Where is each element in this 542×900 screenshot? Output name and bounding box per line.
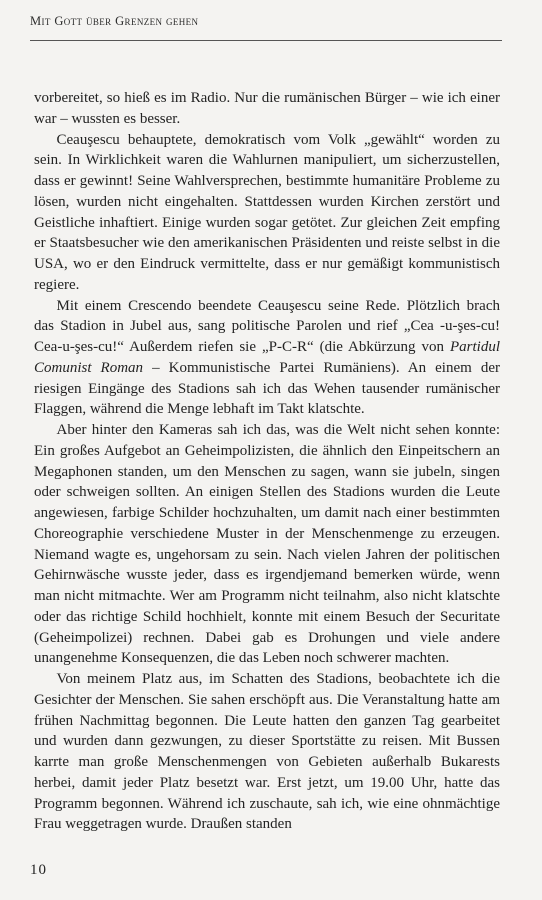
body-text bbox=[34, 88, 500, 835]
italic-party-name: Partidul Comunist Roman bbox=[34, 339, 500, 376]
paragraph: Aber hinter den Kameras sah ich das, was die Welt nicht sehen konnte: Ein großes Aufgebot an Geheimpolizisten, die ähnlich den Einpeitschern an Megaphonen standen, um den Menschen zu sagen, wann sie jubeln, singen oder schweigen sollten. An einigen Stellen des Stadions wurden die Leute angewiesen, farbige Schilder hochzuhalten, um damit nach einer bestimmten Choreographie verschiedene Muster in der Menschenmenge zu erzeugen. Niemand wagte es, ungehorsam zu sein. Nach vielen Jahren der politischen Gehirnwäsche wusste jeder, dass es irgendjemand bemerken würde, wenn man nicht mitmachte. Wer am Programm nicht teilnahm, also nicht klatschte oder das richtige Schild hochhielt, konnte mit einem Besuch der Securitate (Geheimpolizei) rechnen. Dabei gab es Drohungen und viele andere unangenehme Konsequenzen, die das Leben noch schwerer machten. bbox=[34, 422, 500, 667]
page-number: 10 bbox=[30, 862, 47, 878]
paragraph: Von meinem Platz aus, im Schatten des Stadions, beobachtete ich die Gesichter der Menschen. Sie sahen erschöpft aus. Die Veranstaltung hatte am frühen Nachmittag begonnen. Die Leute hatten den ganzen Tag gearbeitet und wurden dann gezwungen, zu dieser Sportstätte zu reisen. Mit Bussen karrte man große Menschenmengen von Gebieten außerhalb Bukarests herbei, damit jeder Platz besetzt war. Erst jetzt, um 19.00 Uhr, hatte das Programm begonnen. Während ich zuschaute, sah ich, wie eine ohnmächtige Frau weggetragen wurde. Draußen standen bbox=[34, 671, 500, 833]
paragraph-text: Mit einem Crescendo beendete Ceauşescu seine Rede. Plötzlich brach das Stadion in Jubel aus, sang politische Parolen und rief „Cea -u-şes-cu! Cea-u-şes-cu!“ Außerdem riefen sie „P-C-R“ (die Abkürzung von bbox=[34, 297, 500, 355]
paragraph: Ceauşescu behauptete, demokratisch vom Volk „gewählt“ worden zu sein. In Wirklichkeit waren die Wahlurnen manipuliert, um sicherzustellen, dass er gewinnt! Seine Wahlversprechen, bestimmte humanitäre Probleme zu lösen, wurden nicht eingehalten. Stattdessen wurden Kirchen zerstört und Geistliche inhaftiert. Einige wurden sogar getötet. Zur gleichen Zeit empfing er Staatsbesucher wie den amerikanischen Präsidenten und reiste selbst in die USA, wo er den Eindruck vermittelte, dass er nur gemäßigt kommunistisch regiere. bbox=[34, 131, 500, 293]
paragraph-text: – Kommunistische Partei Rumäniens). An einem der riesigen Eingänge des Stadions sah ich das Wehen tausender rumänischer Flaggen, während die Menge lebhaft im Takt klatschte. bbox=[34, 359, 500, 418]
paragraph bbox=[34, 296, 500, 421]
running-head-title: Mit Gott über Grenzen gehen bbox=[30, 14, 199, 28]
paragraph: vorbereitet, so hieß es im Radio. Nur die rumänischen Bürger – wie ich einer war – wussten es besser. bbox=[34, 90, 500, 127]
header-rule bbox=[30, 40, 502, 41]
